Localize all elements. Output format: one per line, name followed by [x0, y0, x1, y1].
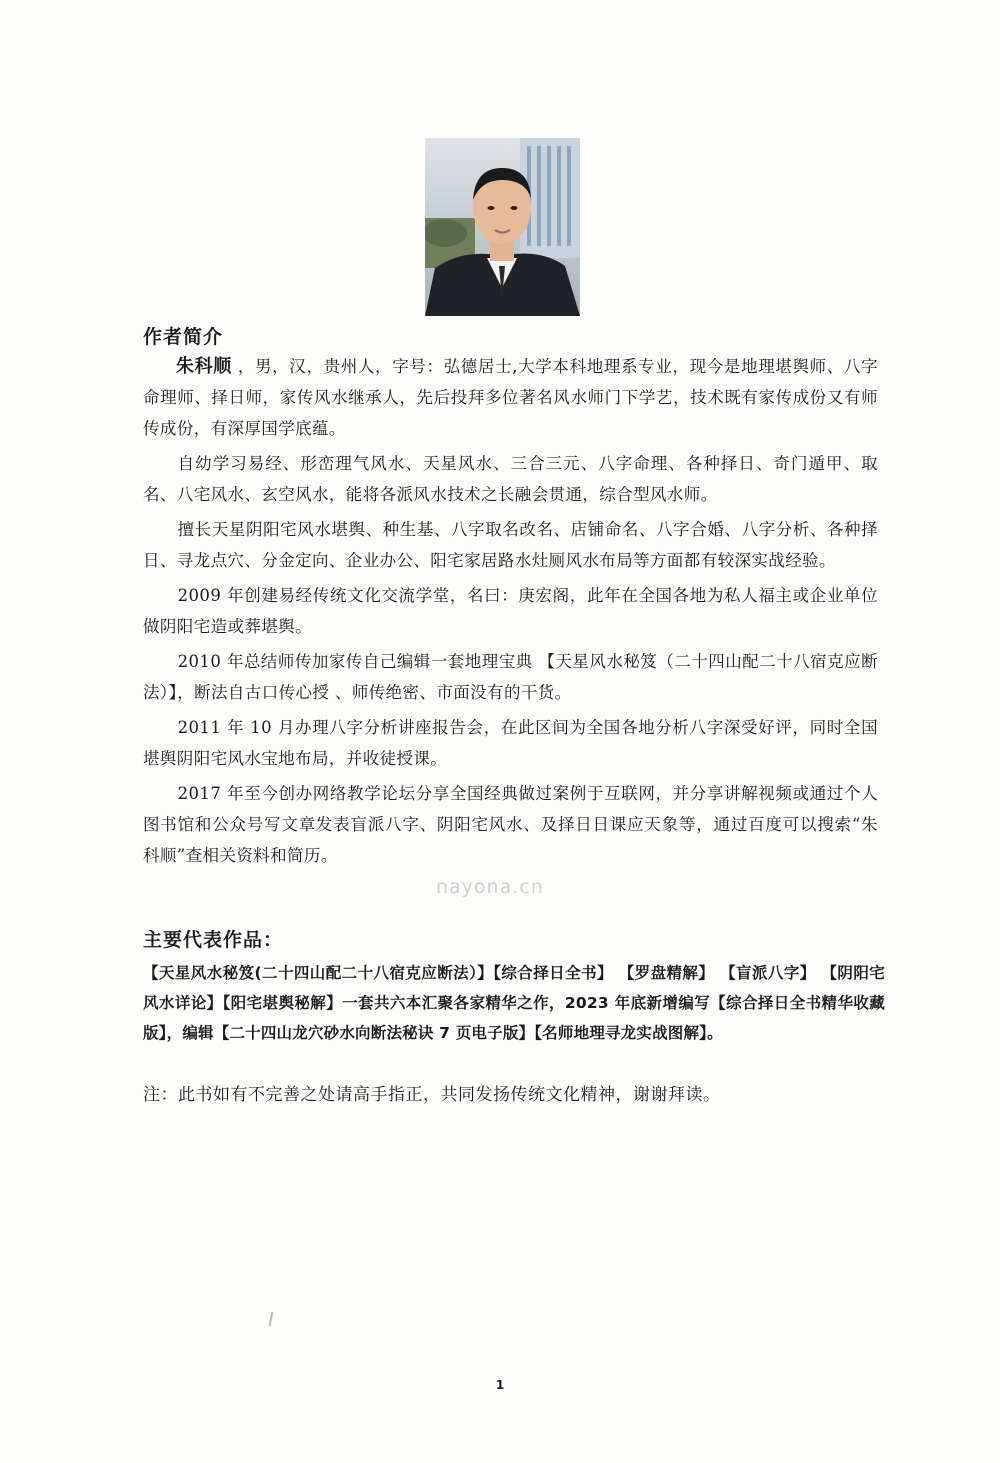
bio-paragraph-1 [143, 351, 878, 444]
closing-note: 注：此书如有不完善之处请高手指正，共同发扬传统文化精神，谢谢拜读。 [143, 1085, 721, 1105]
bio-paragraph-4: 2009 年创建易经传统文化交流学堂，名曰：庚宏阁，此年在全国各地为私人福主或企业单位做阴阳宅造或葬堪舆。 [143, 586, 878, 636]
section-title-works: 主要代表作品： [143, 929, 284, 951]
section-title-intro: 作者简介 [143, 326, 224, 348]
author-bio [143, 351, 878, 875]
author-name: 朱科顺 [176, 356, 232, 377]
page-number: 1 [495, 1378, 505, 1392]
bio-paragraph-1-text: ，男，汉，贵州人，字号：弘德居士,大学本科地理系专业，现今是地理堪舆师、八字命理师、择日师，家传风水继承人，先后投拜多位著名风水师门下学艺，技术既有家传成份又有师传成份，有深厚国学底蕴。 [143, 357, 878, 438]
author-photo [425, 138, 580, 316]
watermark: nayona.cn [436, 876, 544, 898]
bio-paragraph-7: 2017 年至今创办网络教学论坛分享全国经典做过案例于互联网，并分享讲解视频或通过个人图书馆和公众号写文章发表盲派八字、阴阳宅风水、及择日日课应天象等，通过百度可以搜索“朱科顺”查相关资料和简历。 [143, 784, 878, 865]
bio-paragraph-3: 擅长天星阴阳宅风水堪舆、种生基、八字取名改名、店铺命名、八字合婚、八字分析、各种择日、寻龙点穴、分金定向、企业办公、阳宅家居路水灶厕风水布局等方面都有较深实战经验。 [143, 520, 878, 570]
bio-paragraph-2: 自幼学习易经、形峦理气风水、天星风水、三合三元、八字命理、各种择日、奇门遁甲、取名、八宅风水、玄空风水，能将各派风水技术之长融会贯通，综合型风水师。 [143, 454, 878, 504]
bio-paragraph-5: 2010 年总结师传加家传自己编辑一套地理宝典 【天星风水秘笈（二十四山配二十八宿克应断法）】，断法自古口传心授 、师传绝密、市面没有的干货。 [143, 652, 878, 702]
works-list: 【天星风水秘笈(二十四山配二十八宿克应断法）】【综合择日全书】 【罗盘精解】 【盲派八字】 【阴阳宅风水详论】【阳宅堪舆秘解】一套共六本汇聚各家精华之作，2023 年底新增编写【综合择日全书精华收藏版】，编辑【二十四山龙穴砂水向断法秘诀 7 页电子版】【名师地理寻龙实战图解】。 [143, 964, 885, 1042]
scan-mark [269, 1312, 274, 1326]
bio-paragraph-6: 2011 年 10 月办理八字分析讲座报告会，在此区间为全国各地分析八字深受好评，同时全国堪舆阴阳宅风水宝地布局，并收徒授课。 [143, 718, 878, 768]
